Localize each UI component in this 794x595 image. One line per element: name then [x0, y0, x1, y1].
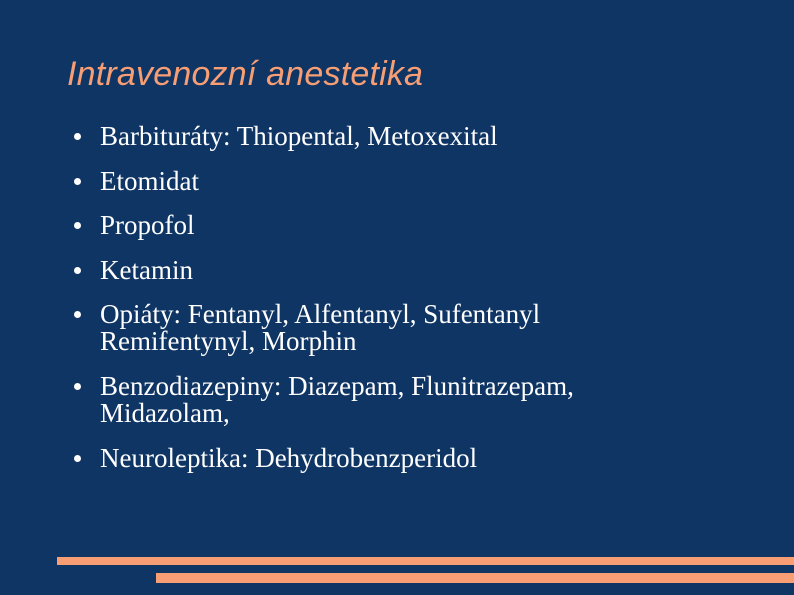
bullet-text: Benzodiazepiny: Diazepam, Flunitrazepam,: [100, 370, 574, 401]
bullet-text: Propofol: [100, 210, 195, 241]
bullet-dot-icon: [74, 311, 81, 318]
bullet-list: [70, 118, 770, 484]
bullet-item: [70, 252, 770, 288]
bullet-item: [70, 163, 770, 199]
bullet-dot-icon: [74, 267, 81, 274]
accent-bar-bottom: [156, 573, 794, 583]
slide-title: Intravenozní anestetika: [67, 55, 424, 93]
bullet-dot-icon: [74, 178, 81, 185]
bullet-item: [70, 207, 770, 243]
bullet-text-continuation: Remifentynyl, Morphin: [100, 326, 357, 357]
bullet-dot-icon: [74, 133, 81, 140]
accent-bar-top: [57, 557, 794, 565]
bullet-dot-icon: [74, 383, 81, 390]
bullet-item: [70, 440, 770, 476]
bullet-text: Etomidat: [100, 165, 199, 196]
bullet-item: [70, 368, 770, 431]
bullet-dot-icon: [74, 222, 81, 229]
bullet-text: Opiáty: Fentanyl, Alfentanyl, Sufentanyl: [100, 299, 541, 330]
bullet-item: [70, 118, 770, 154]
bullet-text: Ketamin: [100, 254, 193, 285]
bullet-text: Neuroleptika: Dehydrobenzperidol: [100, 442, 478, 473]
bullet-dot-icon: [74, 455, 81, 462]
bullet-text-continuation: Midazolam,: [100, 397, 230, 428]
bullet-text: Barbituráty: Thiopental, Metoxexital: [100, 121, 498, 151]
bullet-item: [70, 296, 770, 359]
